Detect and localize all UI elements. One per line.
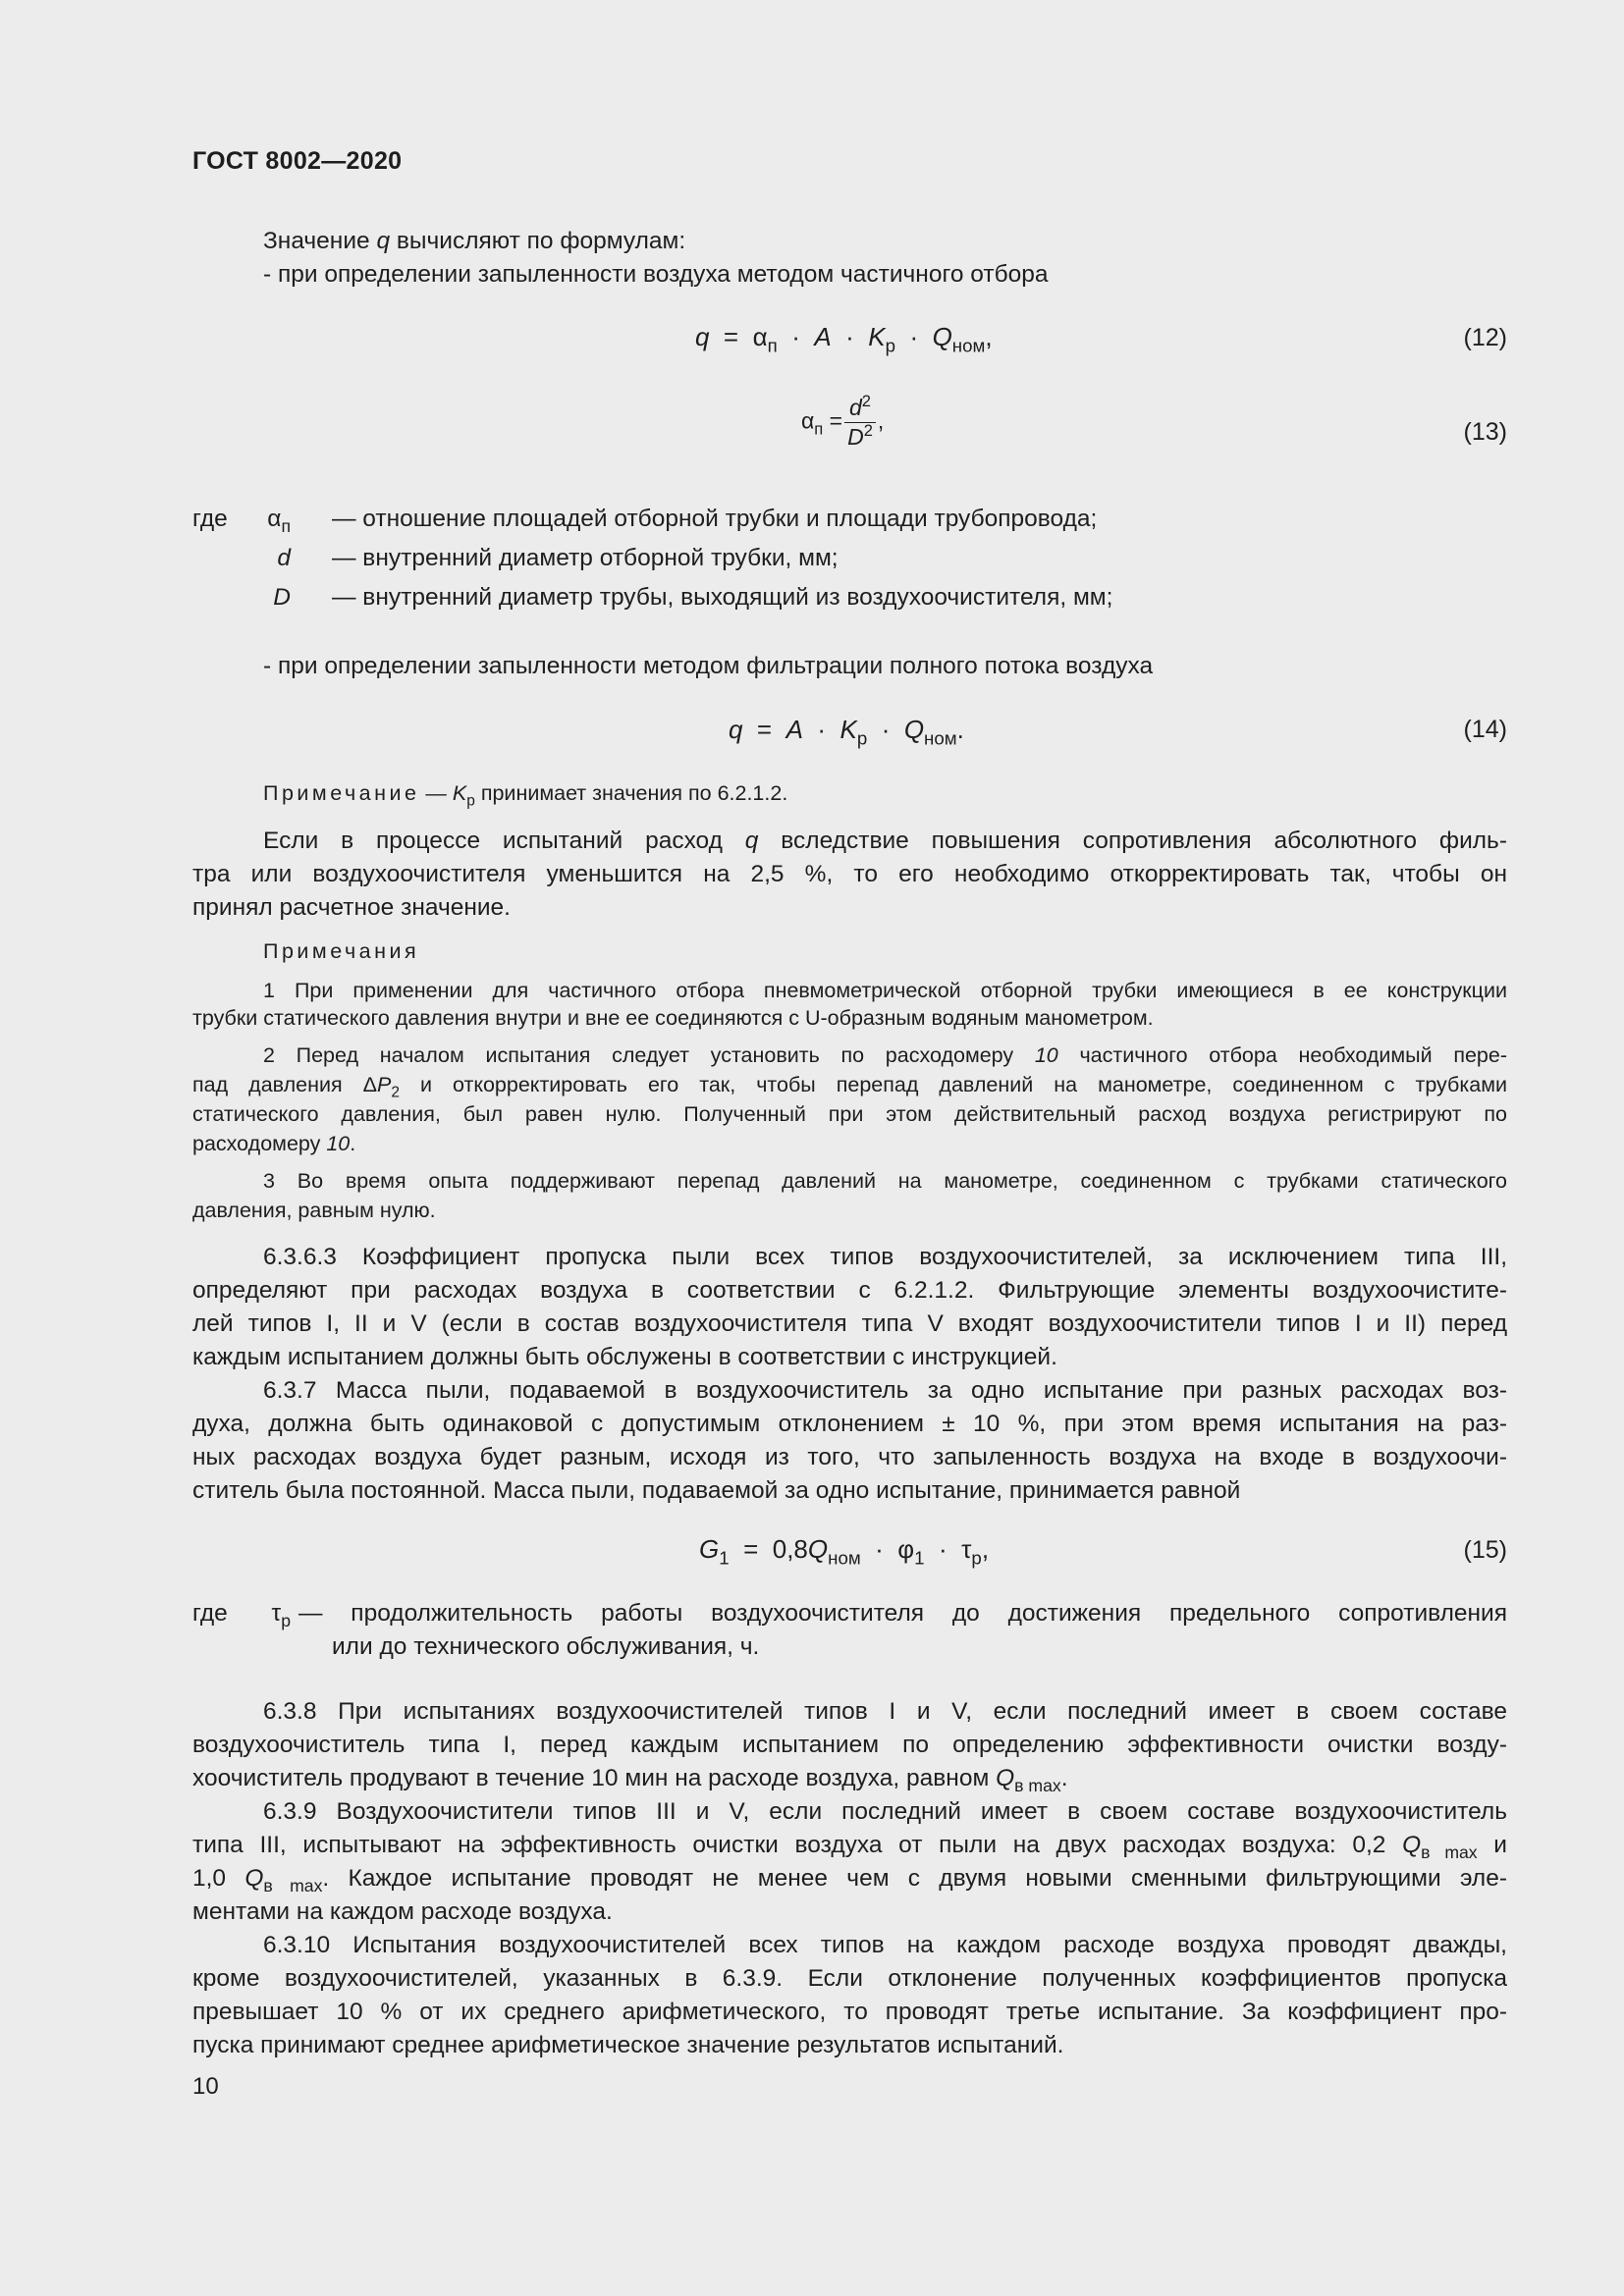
notes-heading: Примечания (263, 939, 420, 963)
where-definition-tau-line1: — продолжительность работы воздухоочистителя до достижения предельного сопротивления (298, 1600, 1507, 1627)
correction-paragraph-line1: Если в процессе испытаний расход q вследствие повышения сопротивления абсолютного филь- (263, 828, 1507, 854)
equation-number-13: (13) (1463, 418, 1507, 446)
correction-paragraph-line2: тра или воздухоочистителя уменьшится на 2,5 %, то его необходимо откорректировать так, чтобы он (192, 861, 1507, 887)
note3-line1: 3 Во время опыта поддерживают перепад давлений на манометре, соединенном с трубками статического (263, 1169, 1507, 1193)
formula-15: $G_1 = 0,8Q_{ном} \cdot \varphi_1 \cdot \tau_р$, (699, 1534, 990, 1569)
section-6363-line4: каждым испытанием должны быть обслужены в соответствии с инструкцией. (192, 1344, 1057, 1370)
where-definition-tau-line2: или до технического обслуживания, ч. (332, 1633, 760, 1660)
section-637-line4: ститель была постоянной. Масса пыли, подаваемой за одно испытание, принимается равной (192, 1477, 1241, 1504)
note2-line1: 2 Перед началом испытания следует установить по расходомеру 10 частичного отбора необходимый пере- (263, 1043, 1507, 1067)
where-symbol-d: d (277, 545, 291, 571)
note1-line1: 1 При применении для частичного отбора пневмометрической отборной трубки имеющиеся в ее конструкции (263, 979, 1507, 1002)
section-639-line1: 6.3.9 Воздухоочистители типов III и V, если последний имеет в своем составе воздухоочиститель (263, 1798, 1507, 1825)
bullet-full-flow: - при определении запыленности методом фильтрации полного потока воздуха (263, 653, 1154, 679)
note1-line2: трубки статического давления внутри и вне ее соединяются с U-образным водяным манометром. (192, 1006, 1154, 1030)
fraction: $\frac{d^2}{D^2}$ (844, 395, 876, 451)
where-symbol-tau: $\tau_р$ (271, 1600, 291, 1631)
correction-paragraph-line3: принял расчетное значение. (192, 894, 511, 921)
intro-line: Значение q вычисляют по формулам: (263, 228, 686, 254)
note2-line3: статического давления, был равен нулю. Полученный при этом действительный расход воздуха регистрируют по (192, 1102, 1507, 1126)
page-number: 10 (192, 2073, 219, 2100)
formula-14: $q = A \cdot K_р \cdot Q_{ном}$. (729, 715, 964, 749)
note3-line2: давления, равным нулю. (192, 1199, 436, 1222)
section-6310-line2: кроме воздухоочистителей, указанных в 6.3.9. Если отклонение полученных коэффициентов пропуска (192, 1965, 1507, 1992)
section-637-line1: 6.3.7 Масса пыли, подаваемой в воздухоочиститель за одно испытание при разных расходах воз- (263, 1377, 1507, 1404)
section-6363-line2: определяют при расходах воздуха в соответствии с 6.2.1.2. Фильтрующие элементы воздухоочистите- (192, 1277, 1507, 1304)
section-6310-line4: пуска принимают среднее арифметическое значение результатов испытаний. (192, 2032, 1064, 2058)
equation-number-15: (15) (1463, 1536, 1507, 1564)
formula-12: $q = \alpha_п \cdot A \cdot K_р \cdot Q_{ном}$, (695, 322, 993, 356)
section-6363-line1: 6.3.6.3 Коэффициент пропуска пыли всех типов воздухоочистителей, за исключением типа III, (263, 1244, 1507, 1270)
bullet-partial-sampling: - при определении запыленности воздуха методом частичного отбора (263, 261, 1049, 288)
section-639-line3: 1,0 $Q_{в max}$. Каждое испытание проводят не менее чем с двумя новыми сменными фильтрующими эле- (192, 1865, 1507, 1896)
section-6363-line3: лей типов I, II и V (если в состав воздухоочистителя типа V входят воздухоочистители типов I и II) перед (192, 1310, 1507, 1337)
section-638-line1: 6.3.8 При испытаниях воздухоочистителей типов I и V, если последний имеет в своем составе (263, 1698, 1507, 1725)
section-639-line2: типа III, испытывают на эффективность очистки воздуха от пыли на двух расходах воздуха: 0,2 $Q_{в max}$ и (192, 1832, 1507, 1863)
where-symbol-alpha: $\alpha_п$ (267, 506, 291, 537)
formula-13: $\alpha_п$ = $\frac{d^2}{D^2}$ , (801, 391, 885, 450)
where-label: где (192, 506, 228, 532)
where-definition-d: — внутренний диаметр отборной трубки, мм; (332, 545, 839, 571)
section-639-line4: ментами на каждом расходе воздуха. (192, 1898, 613, 1925)
where-symbol-D: D (273, 584, 291, 611)
section-638-line2: воздухоочиститель типа I, перед каждым испытанием по определению эффективности очистки возду- (192, 1732, 1507, 1758)
where-definition-D: — внутренний диаметр трубы, выходящий из воздухоочистителя, мм; (332, 584, 1113, 611)
section-638-line3: хоочиститель продувают в течение 10 мин на расходе воздуха, равном $Q_{в max}$. (192, 1765, 1068, 1796)
note2-line4: расходомеру 10. (192, 1132, 356, 1155)
standard-header: ГОСТ 8002—2020 (192, 147, 403, 175)
section-6310-line3: превышает 10 % от их среднего арифметического, то проводят третье испытание. За коэффициент про- (192, 1999, 1507, 2025)
equation-number-14: (14) (1463, 716, 1507, 743)
section-637-line2: духа, должна быть одинаковой с допустимым отклонением ± 10 %, при этом время испытания на раз- (192, 1411, 1507, 1437)
note2-line2: пад давления $\Delta P_2$ и откорректировать его так, чтобы перепад давлений на манометре, соединенном с трубками (192, 1073, 1507, 1101)
equation-number-12: (12) (1463, 324, 1507, 351)
section-6310-line1: 6.3.10 Испытания воздухоочистителей всех типов на каждом расходе воздуха проводят дважды, (263, 1932, 1507, 1958)
where-definition-alpha: — отношение площадей отборной трубки и площади трубопровода; (332, 506, 1098, 532)
section-637-line3: ных расходах воздуха будет разным, исходя из того, что запыленность воздуха на входе в воздухоочи- (192, 1444, 1507, 1470)
note-kp: Примечание — $K_р$ принимает значения по 6.2.1.2. (263, 781, 788, 810)
where-label-2: где (192, 1600, 228, 1627)
